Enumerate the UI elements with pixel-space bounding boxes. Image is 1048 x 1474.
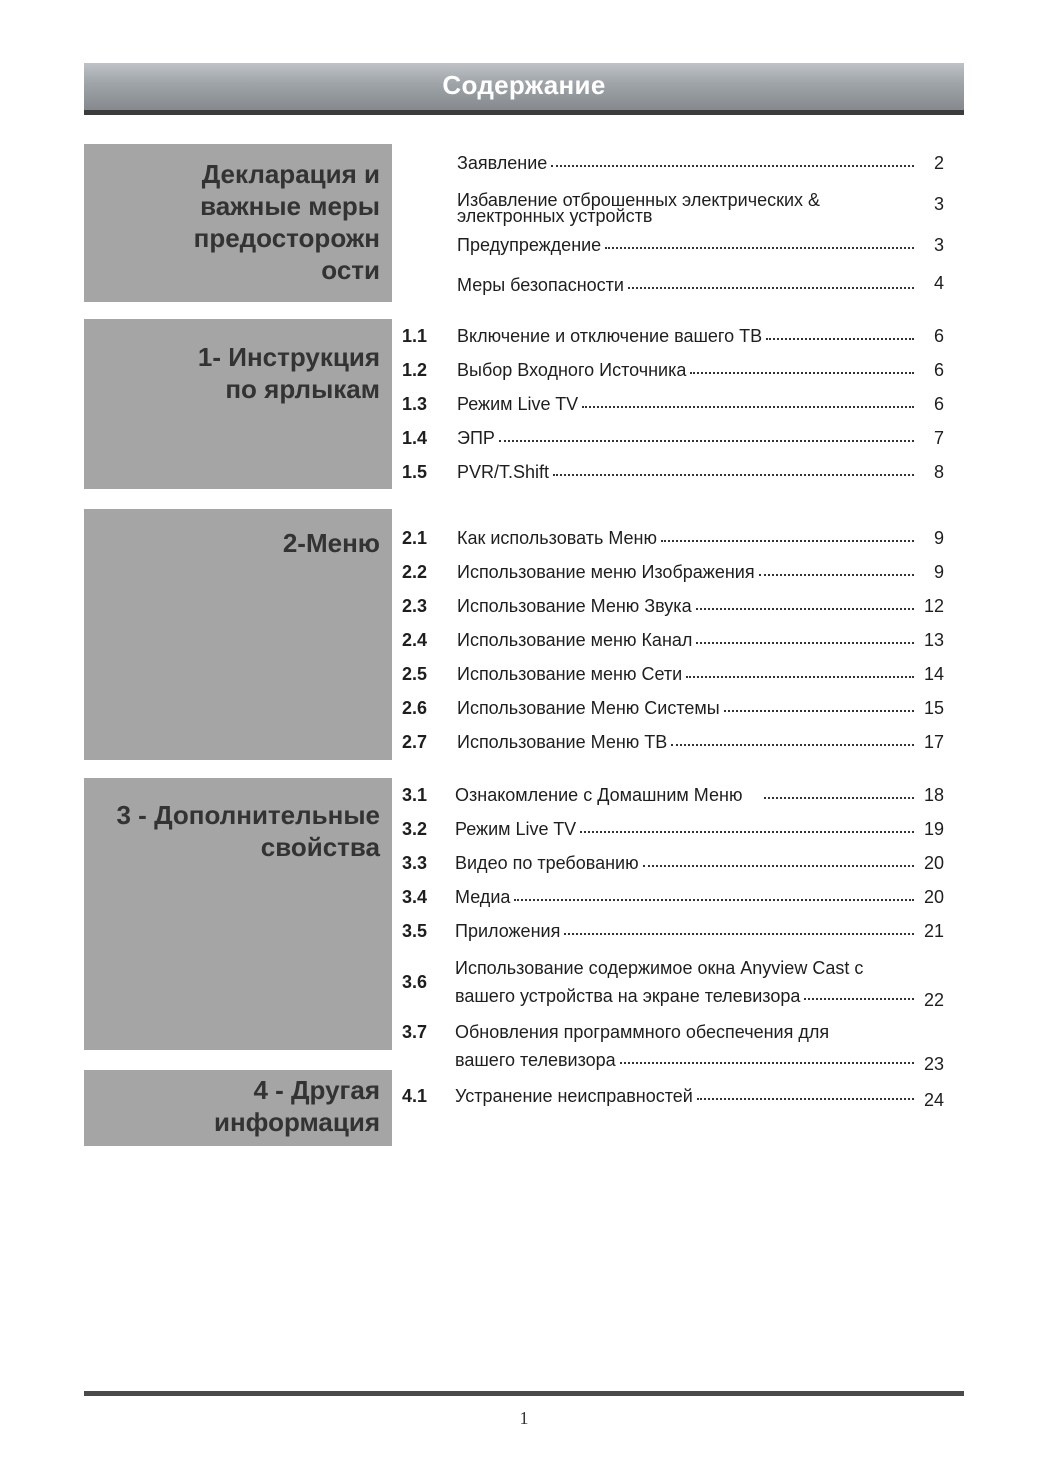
leader-dots (553, 472, 914, 476)
leader-dots (724, 708, 914, 712)
page-ref: 2 (933, 153, 944, 173)
toc-entry-1-4[interactable]: 1.4 ЭПР 7 (402, 428, 944, 448)
toc-entry-disposal[interactable]: Избавление отброшенных электрических & электронных устройств 3 (457, 190, 944, 226)
leader-dots (661, 538, 914, 542)
page-ref: 9 (933, 528, 944, 548)
page-ref: 24 (923, 1090, 944, 1110)
leader-dots (499, 438, 914, 442)
page-ref: 4 (933, 273, 944, 293)
toc-entry-1-2[interactable]: 1.2 Выбор Входного Источника 6 (402, 360, 944, 380)
toc-entry-safety[interactable]: Меры безопасности 4 (457, 273, 944, 295)
leader-dots (582, 404, 914, 408)
page-ref: 9 (933, 562, 944, 582)
leader-dots (766, 336, 914, 340)
page-ref: 6 (933, 326, 944, 346)
page-ref: 8 (933, 462, 944, 482)
section-other-info (84, 1070, 392, 1146)
toc-entry-3-3[interactable]: 3.3 Видео по требованию 20 (402, 853, 944, 873)
page-ref: 6 (933, 394, 944, 414)
page-ref: 14 (923, 664, 944, 684)
section-menu (84, 509, 392, 760)
toc-entry-2-2[interactable]: 2.2 Использование меню Изображения 9 (402, 562, 944, 582)
page-ref: 13 (923, 630, 944, 650)
leader-dots (690, 370, 914, 374)
leader-dots (804, 996, 914, 1000)
toc-entry-3-1[interactable]: 3.1 Ознакомление с Домашним Меню 18 (402, 785, 944, 805)
page-ref: 6 (933, 360, 944, 380)
toc-entry-4-1[interactable]: 4.1 Устранение неисправностей 24 (402, 1086, 944, 1110)
leader-dots (514, 897, 914, 901)
section-title: 2-Меню (282, 528, 380, 558)
leader-dots (686, 674, 914, 678)
toc-entry-warning[interactable]: Предупреждение 3 (457, 235, 944, 255)
section-title: 4 - Другая информация (213, 1075, 380, 1137)
leader-dots (551, 163, 914, 167)
toc-entry-1-5[interactable]: 1.5 PVR/T.Shift 8 (402, 462, 944, 482)
toc-entry-1-1[interactable]: 1.1 Включение и отключение вашего ТВ 6 (402, 326, 944, 346)
leader-dots (764, 795, 914, 799)
toc-entry-3-7[interactable]: 3.7 Обновления программного обеспечения для вашего телевизора 23 (402, 1022, 944, 1074)
leader-dots (696, 606, 914, 610)
leader-dots (643, 863, 914, 867)
leader-dots (620, 1060, 914, 1064)
toc-entry-2-7[interactable]: 2.7 Использование Меню ТВ 17 (402, 732, 944, 752)
page-ref: 20 (923, 853, 944, 873)
page-ref: 3 (933, 194, 944, 214)
page-ref: 22 (923, 990, 944, 1010)
footer-rule (84, 1391, 964, 1396)
toc-entry-1-3[interactable]: 1.3 Режим Live TV 6 (402, 394, 944, 414)
page-ref: 20 (923, 887, 944, 907)
toc-entry-2-6[interactable]: 2.6 Использование Меню Системы 15 (402, 698, 944, 718)
page-number: 1 (519, 1408, 529, 1428)
page-ref: 23 (923, 1054, 944, 1074)
page-title: Содержание (442, 70, 606, 100)
leader-dots (628, 285, 914, 289)
leader-dots (697, 1096, 914, 1100)
toc-entry-3-6[interactable]: 3.6 Использование содержимое окна Anyview Cast с вашего устройства на экране телевизора 22 (402, 958, 944, 1010)
toc-entry-statement[interactable]: Заявление 2 (457, 153, 944, 173)
leader-dots (696, 640, 914, 644)
toc-entry-2-5[interactable]: 2.5 Использование меню Сети 14 (402, 664, 944, 684)
section-title: 3 - Дополнительные свойства (116, 800, 380, 862)
page-ref: 15 (923, 698, 944, 718)
toc-entry-3-2[interactable]: 3.2 Режим Live TV 19 (402, 819, 944, 839)
section-title: Декларация и важные меры предосторожн ости (193, 159, 380, 285)
leader-dots (671, 742, 914, 746)
section-title: 1- Инструкция по ярлыкам (197, 342, 380, 404)
toc-entry-3-4[interactable]: 3.4 Медиа 20 (402, 887, 944, 907)
leader-dots (759, 572, 914, 576)
toc-entry-2-1[interactable]: 2.1 Как использовать Меню 9 (402, 528, 944, 548)
page-ref: 3 (933, 235, 944, 255)
page-ref: 12 (923, 596, 944, 616)
page-ref: 18 (923, 785, 944, 805)
leader-dots (605, 245, 914, 249)
page-ref: 19 (923, 819, 944, 839)
toc-entry-3-5[interactable]: 3.5 Приложения 21 (402, 921, 944, 941)
page-ref: 21 (923, 921, 944, 941)
page-ref: 7 (933, 428, 944, 448)
toc-entry-2-4[interactable]: 2.4 Использование меню Канал 13 (402, 630, 944, 650)
toc-entry-2-3[interactable]: 2.3 Использование Меню Звука 12 (402, 596, 944, 616)
section-declaration (84, 144, 392, 302)
section-shortcuts (84, 319, 392, 489)
page-ref: 17 (923, 732, 944, 752)
leader-dots (564, 931, 914, 935)
header-bar (84, 63, 964, 115)
section-extra-features (84, 778, 392, 1050)
leader-dots (580, 829, 914, 833)
